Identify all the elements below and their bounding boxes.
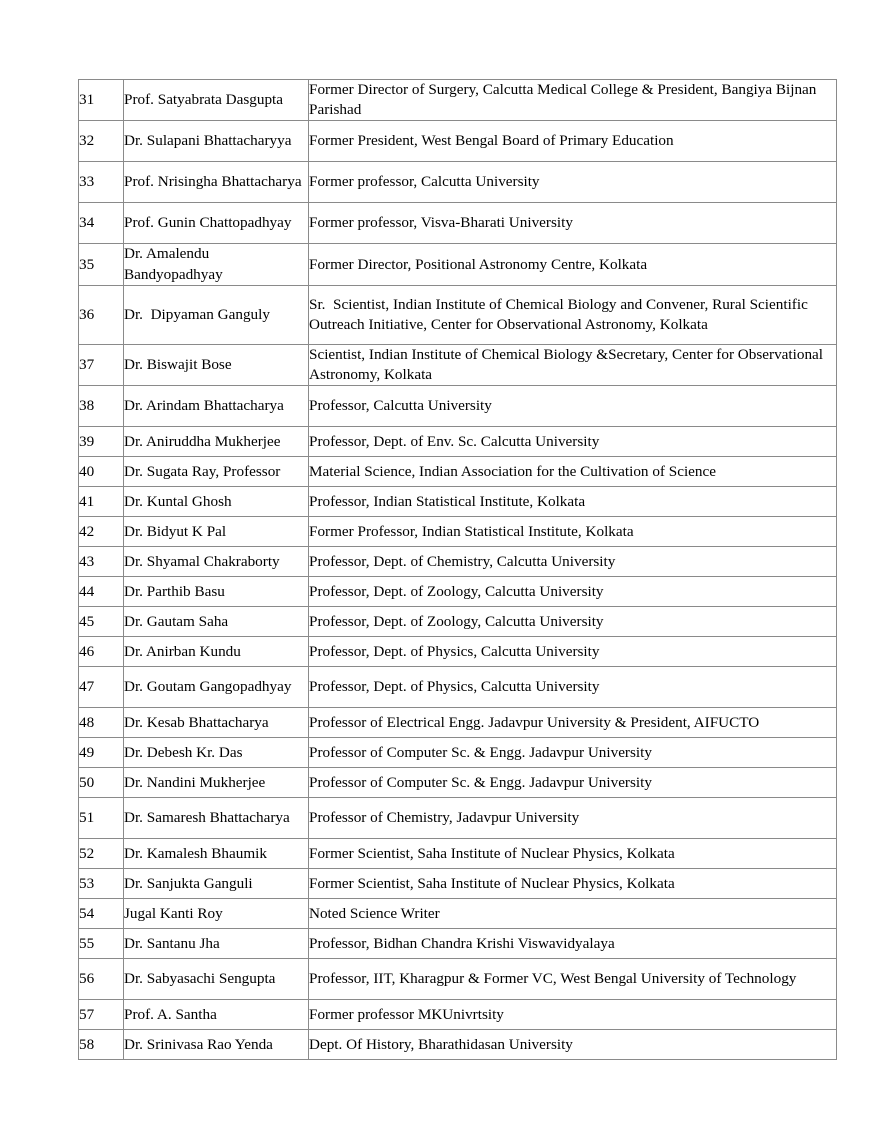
designation-text: Former professor, Visva-Bharati University — [309, 214, 573, 232]
person-name-text: Dr. Shyamal Chakraborty — [124, 552, 280, 570]
row-designation — [309, 839, 837, 869]
row-serial-number: 57 — [79, 1000, 124, 1030]
row-serial-number: 31 — [79, 80, 124, 121]
row-designation — [309, 457, 837, 487]
row-designation — [309, 869, 837, 899]
person-name-text: Dr. Srinivasa Rao Yenda — [124, 1035, 273, 1053]
person-name-text: Dr. Kuntal Ghosh — [124, 492, 232, 510]
row-person-name — [124, 768, 309, 798]
row-serial-number: 54 — [79, 899, 124, 929]
designation-text: Former Director, Positional Astronomy Centre, Kolkata — [309, 255, 648, 273]
table-row — [79, 869, 837, 899]
row-designation — [309, 667, 837, 708]
row-person-name — [124, 959, 309, 1000]
row-serial-number: 53 — [79, 869, 124, 899]
table-row — [79, 244, 837, 285]
row-person-name — [124, 244, 309, 285]
person-name-text: Dr. Goutam Gangopadhyay — [124, 678, 292, 696]
row-serial-number: 47 — [79, 667, 124, 708]
table-row — [79, 547, 837, 577]
person-name-text: Dr. Parthib Basu — [124, 582, 225, 600]
row-person-name — [124, 1000, 309, 1030]
designation-text: Former President, West Bengal Board of Primary Education — [309, 132, 674, 150]
row-serial-number: 56 — [79, 959, 124, 1000]
row-designation — [309, 959, 837, 1000]
person-name-text: Dr. Debesh Kr. Das — [124, 743, 243, 761]
person-name-text: Prof. A. Santha — [124, 1005, 217, 1023]
row-serial-number: 32 — [79, 121, 124, 162]
designation-text: Scientist, Indian Institute of Chemical Biology &Secretary, Center for Observational Astronomy, Kolkata — [309, 345, 826, 384]
table-row — [79, 798, 837, 839]
row-serial-number: 41 — [79, 487, 124, 517]
table-row — [79, 427, 837, 457]
row-person-name — [124, 708, 309, 738]
designation-text: Professor, Dept. of Env. Sc. Calcutta University — [309, 432, 600, 450]
designation-text: Professor of Computer Sc. & Engg. Jadavpur University — [309, 743, 652, 761]
person-name-text: Dr. Nandini Mukherjee — [124, 773, 266, 791]
designation-text: Former Scientist, Saha Institute of Nuclear Physics, Kolkata — [309, 874, 675, 892]
row-designation — [309, 203, 837, 244]
designation-text: Professor, Bidhan Chandra Krishi Viswavidyalaya — [309, 934, 615, 952]
table-row — [79, 80, 837, 121]
table-row — [79, 1030, 837, 1060]
person-name-text: Dr. Sulapani Bhattacharyya — [124, 132, 292, 150]
person-name-text: Dr. Sanjukta Ganguli — [124, 874, 253, 892]
row-designation — [309, 929, 837, 959]
row-serial-number: 45 — [79, 607, 124, 637]
person-name-text: Dr. Bidyut K Pal — [124, 522, 227, 540]
designation-text: Professor of Electrical Engg. Jadavpur University & President, AIFUCTO — [309, 713, 760, 731]
designation-text: Professor, Indian Statistical Institute, Kolkata — [309, 492, 586, 510]
table-row — [79, 162, 837, 203]
person-name-text: Dr. Sabyasachi Sengupta — [124, 970, 276, 988]
row-serial-number: 40 — [79, 457, 124, 487]
table-row — [79, 517, 837, 547]
table-row — [79, 607, 837, 637]
row-designation — [309, 162, 837, 203]
table-row — [79, 738, 837, 768]
person-name-text: Dr. Sugata Ray, Professor — [124, 462, 281, 480]
designation-text: Professor, Dept. of Physics, Calcutta University — [309, 678, 600, 696]
row-serial-number: 34 — [79, 203, 124, 244]
row-designation — [309, 708, 837, 738]
designation-text: Professor, Calcutta University — [309, 397, 492, 415]
designation-text: Dept. Of History, Bharathidasan University — [309, 1035, 573, 1053]
row-person-name — [124, 607, 309, 637]
table-row — [79, 386, 837, 427]
row-designation — [309, 427, 837, 457]
row-serial-number: 49 — [79, 738, 124, 768]
designation-text: Professor of Chemistry, Jadavpur University — [309, 809, 580, 827]
row-person-name — [124, 517, 309, 547]
row-designation — [309, 637, 837, 667]
table-row — [79, 203, 837, 244]
row-designation — [309, 607, 837, 637]
row-designation — [309, 244, 837, 285]
person-name-text: Dr. Samaresh Bhattacharya — [124, 809, 290, 827]
row-designation — [309, 738, 837, 768]
table-row — [79, 285, 837, 344]
row-person-name — [124, 869, 309, 899]
person-name-text: Dr. Biswajit Bose — [124, 355, 232, 373]
designation-text: Noted Science Writer — [309, 904, 440, 922]
person-name-text: Dr. Anirban Kundu — [124, 642, 241, 660]
row-designation — [309, 517, 837, 547]
row-designation — [309, 487, 837, 517]
person-name-text: Jugal Kanti Roy — [124, 904, 223, 922]
row-serial-number: 37 — [79, 344, 124, 385]
row-person-name — [124, 667, 309, 708]
designation-text: Material Science, Indian Association for the Cultivation of Science — [309, 462, 716, 480]
table-row — [79, 577, 837, 607]
table-row — [79, 899, 837, 929]
row-designation — [309, 899, 837, 929]
table-row — [79, 929, 837, 959]
row-serial-number: 51 — [79, 798, 124, 839]
person-name-text: Prof. Nrisingha Bhattacharya — [124, 173, 302, 191]
row-designation — [309, 1000, 837, 1030]
row-serial-number: 35 — [79, 244, 124, 285]
designation-text: Professor, Dept. of Zoology, Calcutta University — [309, 612, 604, 630]
row-serial-number: 39 — [79, 427, 124, 457]
row-person-name — [124, 547, 309, 577]
designation-text: Sr. Scientist, Indian Institute of Chemical Biology and Convener, Rural Scientific Outreach Initiative, Center for Observational Astronomy, Kolkata — [309, 295, 812, 333]
designation-text: Former Scientist, Saha Institute of Nuclear Physics, Kolkata — [309, 844, 675, 862]
row-person-name — [124, 80, 309, 121]
row-person-name — [124, 798, 309, 839]
row-designation — [309, 80, 837, 121]
person-name-text: Dr. Santanu Jha — [124, 934, 220, 952]
row-person-name — [124, 162, 309, 203]
person-name-text: Dr. Arindam Bhattacharya — [124, 397, 284, 415]
designation-text: Former professor MKUnivrtsity — [309, 1005, 504, 1023]
row-designation — [309, 798, 837, 839]
row-serial-number: 50 — [79, 768, 124, 798]
table-row — [79, 457, 837, 487]
row-designation — [309, 386, 837, 427]
person-name-text: Dr. Gautam Saha — [124, 612, 229, 630]
row-serial-number: 38 — [79, 386, 124, 427]
row-serial-number: 58 — [79, 1030, 124, 1060]
row-serial-number: 44 — [79, 577, 124, 607]
table-row — [79, 959, 837, 1000]
row-serial-number: 46 — [79, 637, 124, 667]
row-designation — [309, 285, 837, 344]
row-person-name — [124, 121, 309, 162]
row-person-name — [124, 899, 309, 929]
row-serial-number: 48 — [79, 708, 124, 738]
row-designation — [309, 768, 837, 798]
row-person-name — [124, 285, 309, 344]
row-person-name — [124, 457, 309, 487]
row-serial-number: 55 — [79, 929, 124, 959]
table-row — [79, 487, 837, 517]
row-person-name — [124, 427, 309, 457]
designation-text: Professor of Computer Sc. & Engg. Jadavpur University — [309, 773, 652, 791]
table-row — [79, 768, 837, 798]
roster-table-container — [78, 79, 837, 1060]
row-designation — [309, 547, 837, 577]
row-person-name — [124, 577, 309, 607]
table-row — [79, 344, 837, 385]
row-person-name — [124, 839, 309, 869]
person-name-text: Dr. Kamalesh Bhaumik — [124, 844, 267, 862]
table-row — [79, 1000, 837, 1030]
designation-text: Former Professor, Indian Statistical Institute, Kolkata — [309, 522, 634, 540]
person-name-text: Dr. Aniruddha Mukherjee — [124, 432, 281, 450]
table-row — [79, 121, 837, 162]
row-designation — [309, 344, 837, 385]
person-name-text: Prof. Gunin Chattopadhyay — [124, 214, 292, 232]
person-name-text: Prof. Satyabrata Dasgupta — [124, 91, 284, 109]
row-person-name — [124, 386, 309, 427]
roster-table-body — [79, 80, 837, 1060]
row-serial-number: 43 — [79, 547, 124, 577]
row-person-name — [124, 344, 309, 385]
row-person-name — [124, 929, 309, 959]
table-row — [79, 637, 837, 667]
row-person-name — [124, 487, 309, 517]
row-designation — [309, 121, 837, 162]
designation-text: Professor, Dept. of Zoology, Calcutta University — [309, 582, 604, 600]
row-serial-number: 52 — [79, 839, 124, 869]
person-name-text: Dr. Amalendu Bandyopadhyay — [124, 245, 223, 283]
designation-text: Professor, Dept. of Physics, Calcutta University — [309, 642, 600, 660]
person-name-text: Dr. Kesab Bhattacharya — [124, 713, 269, 731]
row-designation — [309, 577, 837, 607]
row-designation — [309, 1030, 837, 1060]
designation-text: Former Director of Surgery, Calcutta Medical College & President, Bangiya Bijnan Parishad — [309, 81, 821, 119]
table-row — [79, 667, 837, 708]
person-name-text: Dr. Dipyaman Ganguly — [124, 305, 270, 323]
designation-text: Professor, Dept. of Chemistry, Calcutta University — [309, 552, 616, 570]
row-serial-number: 33 — [79, 162, 124, 203]
table-row — [79, 839, 837, 869]
designation-text: Professor, IIT, Kharagpur & Former VC, West Bengal University of Technology — [309, 970, 797, 988]
row-person-name — [124, 1030, 309, 1060]
row-person-name — [124, 637, 309, 667]
row-person-name — [124, 203, 309, 244]
row-serial-number: 42 — [79, 517, 124, 547]
designation-text: Former professor, Calcutta University — [309, 173, 540, 191]
row-serial-number: 36 — [79, 285, 124, 344]
row-person-name — [124, 738, 309, 768]
table-row — [79, 708, 837, 738]
roster-table — [78, 79, 837, 1060]
